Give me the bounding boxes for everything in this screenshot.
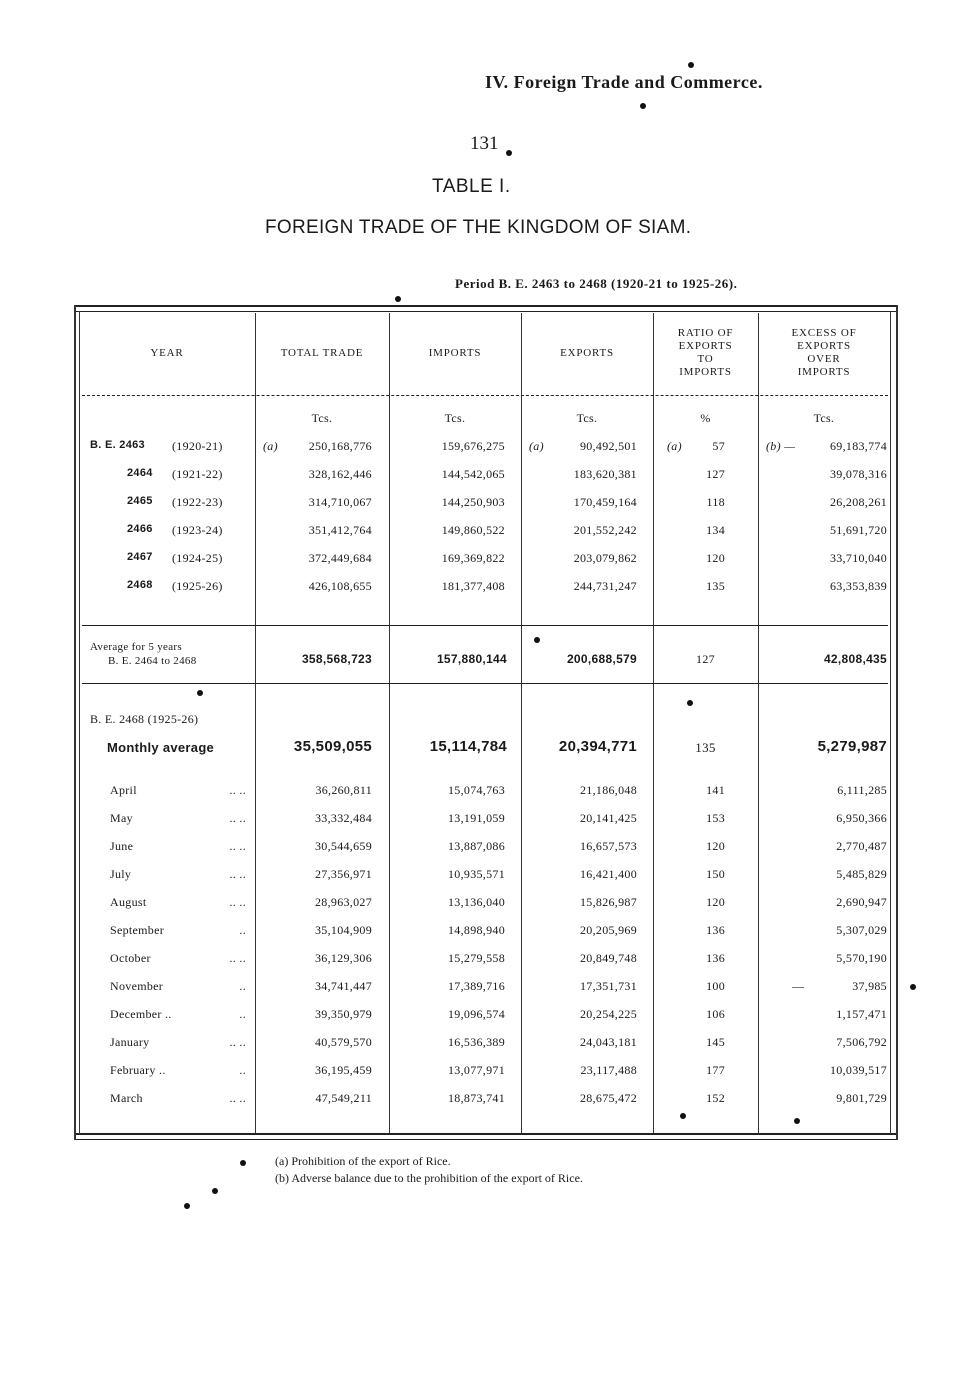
scan-speck bbox=[395, 296, 401, 302]
col-divider bbox=[521, 313, 522, 1133]
annual-total: 314,710,067 bbox=[308, 495, 372, 509]
average-imports: 157,880,144 bbox=[436, 652, 507, 666]
annual-ratio: 118 bbox=[706, 495, 725, 509]
month-excess: 2,770,487 bbox=[836, 839, 887, 853]
annual-imports: 181,377,408 bbox=[441, 579, 505, 593]
unit-excess: Tcs. bbox=[813, 411, 835, 425]
month-excess: 6,950,366 bbox=[836, 811, 887, 825]
col-divider bbox=[255, 313, 256, 1133]
annual-excess: 39,078,316 bbox=[830, 467, 887, 481]
col-divider bbox=[653, 313, 654, 1133]
annual-imports: 144,542,065 bbox=[441, 467, 505, 481]
month-name: December .. bbox=[110, 1007, 172, 1021]
month-exports: 20,849,748 bbox=[580, 951, 637, 965]
month-ratio: 136 bbox=[706, 951, 725, 965]
month-ratio: 100 bbox=[706, 979, 725, 993]
annual-imports: 159,676,275 bbox=[441, 439, 505, 453]
month-ratio: 153 bbox=[706, 811, 725, 825]
month-exports: 20,254,225 bbox=[580, 1007, 637, 1021]
month-exports: 15,826,987 bbox=[580, 895, 637, 909]
col-header-ratio: RATIO OF EXPORTS TO IMPORTS bbox=[677, 327, 734, 378]
col-header-year: YEAR bbox=[150, 347, 184, 359]
scan-speck bbox=[794, 1118, 800, 1124]
month-total: 47,549,211 bbox=[315, 1091, 372, 1105]
month-total: 40,579,570 bbox=[315, 1035, 372, 1049]
month-imports: 13,077,971 bbox=[448, 1063, 505, 1077]
footnote-a: (a) Prohibition of the export of Rice. bbox=[275, 1154, 451, 1168]
month-imports: 15,074,763 bbox=[448, 783, 505, 797]
scan-speck bbox=[688, 62, 694, 68]
annual-ratio: 127 bbox=[706, 467, 725, 481]
month-name: May bbox=[110, 811, 133, 825]
table-left-rule-inner bbox=[79, 311, 80, 1134]
month-imports: 13,191,059 bbox=[448, 811, 505, 825]
month-ratio: 177 bbox=[706, 1063, 725, 1077]
annual-imports: 144,250,903 bbox=[441, 495, 505, 509]
annual-year: B. E. 2463 bbox=[90, 439, 145, 451]
month-excess: 6,111,285 bbox=[837, 783, 887, 797]
annual-year: 2465 bbox=[127, 495, 153, 507]
average-label-2: B. E. 2464 to 2468 bbox=[108, 655, 197, 667]
leader-dots: .. bbox=[239, 979, 246, 993]
annual-exports: 170,459,164 bbox=[573, 495, 637, 509]
average-exports: 200,688,579 bbox=[566, 652, 637, 666]
annual-ratio: 120 bbox=[706, 551, 725, 565]
annual-exports: 203,079,862 bbox=[573, 551, 637, 565]
unit-exports: Tcs. bbox=[576, 411, 598, 425]
month-imports: 14,898,940 bbox=[448, 923, 505, 937]
unit-imports: Tcs. bbox=[444, 411, 466, 425]
annual-total: 250,168,776 bbox=[308, 439, 372, 453]
annual-excess: 51,691,720 bbox=[830, 523, 887, 537]
footnote-ref: (a) bbox=[529, 439, 544, 453]
month-name: March bbox=[110, 1091, 143, 1105]
annual-imports: 169,369,822 bbox=[441, 551, 505, 565]
annual-exports: 244,731,247 bbox=[573, 579, 637, 593]
month-name: January bbox=[110, 1035, 150, 1049]
annual-period: (1921-22) bbox=[172, 467, 223, 481]
table-top-rule bbox=[74, 305, 897, 307]
annual-total: 351,412,764 bbox=[308, 523, 372, 537]
table-right-rule-inner bbox=[890, 311, 891, 1134]
negative-sign: — bbox=[792, 979, 805, 993]
leader-dots: .. .. bbox=[229, 951, 246, 965]
month-ratio: 152 bbox=[706, 1091, 725, 1105]
month-exports: 24,043,181 bbox=[580, 1035, 637, 1049]
month-name: July bbox=[110, 867, 132, 881]
footnote-ref: (b) — bbox=[766, 439, 796, 453]
leader-dots: .. .. bbox=[229, 1091, 246, 1105]
month-excess: 37,985 bbox=[852, 979, 887, 993]
monthly-average-label: Monthly average bbox=[107, 740, 215, 755]
month-imports: 17,389,716 bbox=[448, 979, 505, 993]
header-underline bbox=[82, 395, 888, 396]
leader-dots: .. .. bbox=[229, 895, 246, 909]
month-name: August bbox=[110, 895, 147, 909]
annual-period: (1925-26) bbox=[172, 579, 223, 593]
annual-ratio: 135 bbox=[706, 579, 725, 593]
scan-speck bbox=[640, 103, 646, 109]
scan-speck bbox=[534, 637, 540, 643]
month-exports: 21,186,048 bbox=[580, 783, 637, 797]
month-ratio: 120 bbox=[706, 839, 725, 853]
month-name: April bbox=[110, 783, 137, 797]
col-header-excess: EXCESS OF EXPORTS OVER IMPORTS bbox=[791, 327, 857, 378]
month-exports: 28,675,472 bbox=[580, 1091, 637, 1105]
scan-speck bbox=[910, 984, 916, 990]
month-total: 28,963,027 bbox=[315, 895, 372, 909]
month-exports: 23,117,488 bbox=[580, 1063, 637, 1077]
month-imports: 13,136,040 bbox=[448, 895, 505, 909]
footnote-ref: (a) bbox=[263, 439, 278, 453]
leader-dots: .. bbox=[239, 1007, 246, 1021]
annual-excess: 63,353,839 bbox=[830, 579, 887, 593]
scan-speck bbox=[197, 690, 203, 696]
month-exports: 20,141,425 bbox=[580, 811, 637, 825]
monthly-average-imports: 15,114,784 bbox=[429, 738, 507, 755]
scan-speck bbox=[506, 150, 512, 156]
col-header-exports: EXPORTS bbox=[560, 347, 614, 359]
month-total: 27,356,971 bbox=[315, 867, 372, 881]
month-excess: 5,485,829 bbox=[836, 867, 887, 881]
average-label-1: Average for 5 years bbox=[90, 641, 182, 653]
annual-period: (1924-25) bbox=[172, 551, 223, 565]
month-excess: 9,801,729 bbox=[836, 1091, 887, 1105]
monthly-average-exports: 20,394,771 bbox=[558, 738, 637, 755]
annual-year: 2468 bbox=[127, 579, 153, 591]
average-top-rule bbox=[82, 625, 888, 626]
month-imports: 16,536,389 bbox=[448, 1035, 505, 1049]
annual-excess: 69,183,774 bbox=[830, 439, 887, 453]
month-name: November bbox=[110, 979, 164, 993]
annual-total: 426,108,655 bbox=[308, 579, 372, 593]
col-divider bbox=[389, 313, 390, 1133]
col-header-total: TOTAL TRADE bbox=[280, 347, 364, 359]
annual-ratio: 134 bbox=[706, 523, 725, 537]
footnote-b: (b) Adverse balance due to the prohibition of the export of Rice. bbox=[275, 1171, 583, 1185]
monthly-average-excess: 5,279,987 bbox=[817, 738, 887, 755]
annual-year: 2467 bbox=[127, 551, 153, 563]
month-total: 34,741,447 bbox=[315, 979, 372, 993]
scan-speck bbox=[212, 1188, 218, 1194]
annual-excess: 33,710,040 bbox=[830, 551, 887, 565]
table-top-rule-inner bbox=[74, 311, 897, 312]
month-total: 35,104,909 bbox=[315, 923, 372, 937]
month-excess: 7,506,792 bbox=[836, 1035, 887, 1049]
leader-dots: .. bbox=[239, 1063, 246, 1077]
monthly-average-total: 35,509,055 bbox=[293, 738, 372, 755]
month-exports: 20,205,969 bbox=[580, 923, 637, 937]
scan-speck bbox=[184, 1203, 190, 1209]
month-name: February .. bbox=[110, 1063, 166, 1077]
footnote-ref: (a) bbox=[667, 439, 682, 453]
month-total: 33,332,484 bbox=[315, 811, 372, 825]
annual-year: 2464 bbox=[127, 467, 153, 479]
month-excess: 5,570,190 bbox=[836, 951, 887, 965]
month-ratio: 145 bbox=[706, 1035, 725, 1049]
month-excess: 1,157,471 bbox=[836, 1007, 887, 1021]
month-excess: 5,307,029 bbox=[836, 923, 887, 937]
month-exports: 16,657,573 bbox=[580, 839, 637, 853]
month-imports: 19,096,574 bbox=[448, 1007, 505, 1021]
leader-dots: .. bbox=[239, 923, 246, 937]
leader-dots: .. .. bbox=[229, 811, 246, 825]
scan-speck bbox=[687, 700, 693, 706]
month-imports: 10,935,571 bbox=[448, 867, 505, 881]
month-excess: 10,039,517 bbox=[830, 1063, 887, 1077]
leader-dots: .. .. bbox=[229, 783, 246, 797]
leader-dots: .. .. bbox=[229, 1035, 246, 1049]
annual-exports: 201,552,242 bbox=[573, 523, 637, 537]
unit-ratio: % bbox=[700, 411, 711, 425]
section-title: IV. Foreign Trade and Commerce. bbox=[485, 72, 763, 92]
leader-dots: .. .. bbox=[229, 839, 246, 853]
table-right-rule bbox=[896, 305, 898, 1140]
table-bottom-rule-inner bbox=[74, 1139, 897, 1140]
month-exports: 17,351,731 bbox=[580, 979, 637, 993]
annual-excess: 26,208,261 bbox=[830, 495, 887, 509]
annual-total: 328,162,446 bbox=[308, 467, 372, 481]
annual-period: (1923-24) bbox=[172, 523, 223, 537]
average-total: 358,568,723 bbox=[301, 652, 372, 666]
annual-period: (1922-23) bbox=[172, 495, 223, 509]
leader-dots: .. .. bbox=[229, 867, 246, 881]
month-total: 36,195,459 bbox=[315, 1063, 372, 1077]
month-total: 36,260,811 bbox=[315, 783, 372, 797]
monthly-average-ratio: 135 bbox=[695, 740, 716, 755]
month-total: 39,350,979 bbox=[315, 1007, 372, 1021]
period-caption: Period B. E. 2463 to 2468 (1920-21 to 1925-26). bbox=[455, 276, 738, 291]
table-left-rule bbox=[74, 305, 76, 1140]
unit-total: Tcs. bbox=[311, 411, 333, 425]
col-header-imports: IMPORTS bbox=[428, 347, 482, 359]
month-name: June bbox=[110, 839, 134, 853]
page-number: 131 bbox=[470, 133, 499, 154]
month-ratio: 106 bbox=[706, 1007, 725, 1021]
monthly-year-label: B. E. 2468 (1925-26) bbox=[90, 712, 199, 726]
annual-exports: 183,620,381 bbox=[573, 467, 637, 481]
average-bottom-rule bbox=[82, 683, 888, 684]
month-total: 36,129,306 bbox=[315, 951, 372, 965]
month-imports: 13,887,086 bbox=[448, 839, 505, 853]
month-exports: 16,421,400 bbox=[580, 867, 637, 881]
col-divider bbox=[758, 313, 759, 1133]
annual-total: 372,449,684 bbox=[308, 551, 372, 565]
month-total: 30,544,659 bbox=[315, 839, 372, 853]
month-name: September bbox=[110, 923, 165, 937]
average-ratio: 127 bbox=[696, 652, 715, 666]
table-title: FOREIGN TRADE OF THE KINGDOM OF SIAM. bbox=[265, 217, 692, 238]
scan-speck bbox=[680, 1113, 686, 1119]
month-imports: 18,873,741 bbox=[448, 1091, 505, 1105]
month-ratio: 141 bbox=[706, 783, 725, 797]
scan-speck bbox=[240, 1160, 246, 1166]
month-ratio: 136 bbox=[706, 923, 725, 937]
month-excess: 2,690,947 bbox=[836, 895, 887, 909]
table-number: TABLE I. bbox=[432, 176, 511, 197]
table-bottom-rule bbox=[74, 1133, 897, 1135]
month-imports: 15,279,558 bbox=[448, 951, 505, 965]
annual-period: (1920-21) bbox=[172, 439, 223, 453]
month-ratio: 150 bbox=[706, 867, 725, 881]
annual-exports: 90,492,501 bbox=[580, 439, 637, 453]
annual-imports: 149,860,522 bbox=[441, 523, 505, 537]
annual-ratio: 57 bbox=[712, 439, 725, 453]
month-name: October bbox=[110, 951, 151, 965]
annual-year: 2466 bbox=[127, 523, 153, 535]
month-ratio: 120 bbox=[706, 895, 725, 909]
average-excess: 42,808,435 bbox=[823, 652, 887, 666]
